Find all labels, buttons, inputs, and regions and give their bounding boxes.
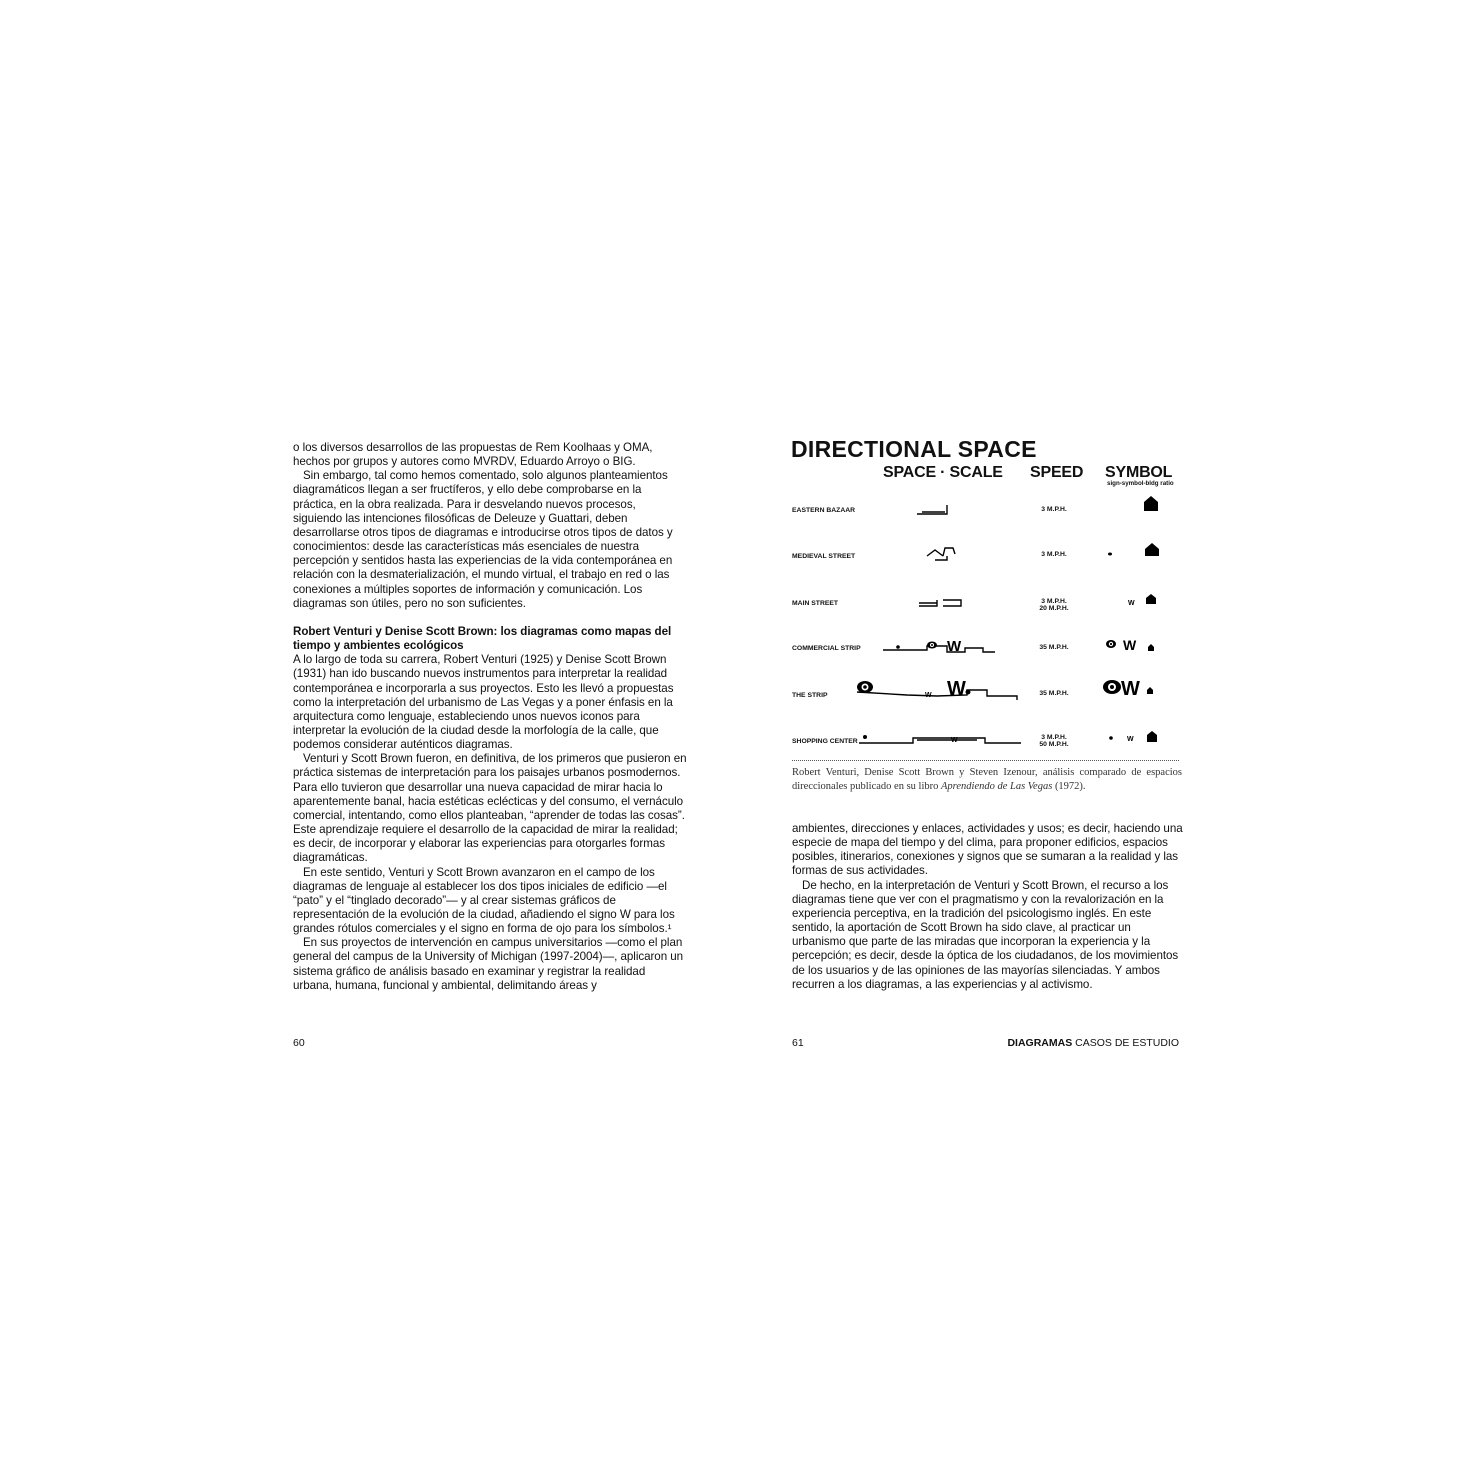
w-sign: W [1121, 678, 1140, 700]
running-head [1007, 1037, 1179, 1049]
building-icon [1145, 543, 1159, 556]
row-speed: 3 M.P.H. [1041, 551, 1067, 558]
eastern-bazaar-section [917, 505, 947, 514]
caption-divider [792, 760, 1179, 761]
caption-text-end: (1972). [1052, 780, 1086, 792]
right-page-body [792, 822, 1184, 992]
paragraph: Venturi y Scott Brown fueron, en definitiva, de los primeros que pusieron en práctica sistemas de interpretación para los paisajes urbanos posmodernos. Para ello tuvieron que desarrollar una nueva capacidad de mirar hacia lo aparentemente banal, hacia estéticas eclécticas y del consumo, el vernáculo comercial, intentando, como ellos planteaban, “aprender de todas las cosas”. Este aprendizaje requiere el desarrollo de la capacidad de mirar la realidad; es decir, de incorporar y elaborar las experiencias para otorgarles formas diagramáticas. [293, 752, 687, 865]
w-sign: W [947, 638, 962, 655]
caption-book-title: Aprendiendo de Las Vegas [941, 780, 1053, 792]
row-label: MAIN STREET [792, 600, 839, 607]
running-head-subsection: CASOS DE ESTUDIO [1072, 1037, 1179, 1049]
row-speed: 35 M.P.H. [1039, 690, 1069, 697]
row-speed: 35 M.P.H. [1039, 644, 1069, 651]
row-label: COMMERCIAL STRIP [792, 645, 861, 652]
commercial-strip-section [883, 646, 995, 652]
row-label: THE STRIP [792, 692, 828, 699]
building-icon [1147, 731, 1157, 742]
caption-text: Robert Venturi, Denise Scott Brown y Steven Izenour, análisis comparado de espacios direccionales publicado en su libro [792, 767, 1182, 792]
w-sign-small: W [1128, 600, 1135, 607]
building-icon [1148, 644, 1154, 651]
row-label: SHOPPING CENTER [792, 738, 858, 745]
page-number-left: 60 [293, 1037, 305, 1049]
row-label: MEDIEVAL STREET [792, 553, 856, 560]
column-header-space-scale: SPACE · SCALE [883, 464, 1003, 481]
building-icon [1147, 687, 1153, 694]
shopping-center-section [859, 738, 1021, 743]
paragraph: A lo largo de toda su carrera, Robert Venturi (1925) y Denise Scott Brown (1931) han ido buscando nuevos instrumentos para interpretar la realidad contemporánea e incorporarla a sus proyectos. Esto les llevó a propuestas como la interpretación del urbanismo de Las Vegas y a poner énfasis en la arquitectura como lenguaje, estableciendo unos nuevos iconos para interpretar la evolución de la ciudad desde la morfología de la calle, que podemos considerar auténticos diagramas. [293, 653, 674, 752]
the-strip-section [857, 690, 1017, 700]
w-sign-small: W [1127, 736, 1134, 743]
section-heading: Robert Venturi y Denise Scott Brown: los diagramas como mapas del tiempo y ambientes ecológicos [293, 624, 672, 653]
paragraph: o los diversos desarrollos de las propuestas de Rem Koolhaas y OMA, hechos por grupos y autores como MVRDV, Eduardo Arroyo o BIG. [293, 441, 653, 469]
column-header-speed: SPEED [1030, 464, 1084, 481]
w-sign: W [947, 678, 966, 700]
paragraph: En este sentido, Venturi y Scott Brown avanzaron en el campo de los diagramas de lenguaje al establecer los dos tipos iniciales de edificio —el “pato” y el “tinglado decorado”— y al crear sistemas gráficos de representación de la evolución de la ciudad, añadiendo el signo W para los grandes rótulos comerciales y el signo en forma de ojo para los símbolos.¹ [293, 865, 675, 936]
directional-space-figure [787, 432, 1183, 760]
w-sign-small: W [951, 737, 958, 744]
row-speed: 3 M.P.H. [1041, 506, 1067, 513]
building-icon [1146, 594, 1156, 604]
eye-icon [1108, 553, 1112, 556]
running-head-section: DIAGRAMAS [1007, 1037, 1073, 1049]
column-header-symbol: SYMBOL [1105, 464, 1173, 481]
w-sign-small: W [925, 692, 932, 699]
small-eye-icon [896, 645, 900, 649]
paragraph: En sus proyectos de intervención en campus universitarios —como el plan general del campus de la University of Michigan (1997-2004)—, aplicaron un sistema gráfico de análisis basado en examinar y registrar la realidad urbana, humana, funcional y ambiental, delimitando áreas y [293, 936, 684, 992]
column-subheader-symbol: sign-symbol-bldg ratio [1107, 480, 1174, 487]
paragraph: Sin embargo, tal como hemos comentado, solo algunos planteamientos diagramáticos llegan a ser fructíferos, y ello debe comprobarse en la práctica, en la obra realizada. Para ir desvelando nuevos procesos, siguiendo las intenciones filosóficas de Deleuze y Guattari, deben desarrollarse otros tipos de diagramas e introducirse otros tipos de datos y conocimientos: desde las características más esenciales de nuestra percepción y sentidos hasta las experiencias de la vida contemporánea en relación con la desmaterialización, el mundo virtual, el trabajo en red o las conexiones a múltiples soportes de información y comunicación. Los diagramas son útiles, pero no son suficientes. [293, 469, 673, 610]
main-street-section [919, 600, 961, 606]
row-label: EASTERN BAZAAR [792, 507, 856, 514]
street-diagrams [787, 432, 1183, 760]
page-number-right: 61 [792, 1037, 804, 1049]
figure-title: DIRECTIONAL SPACE [791, 436, 1037, 462]
row-speed: 3 M.P.H. 20 M.P.H. [1039, 598, 1069, 612]
paragraph: ambientes, direcciones y enlaces, actividades y usos; es decir, haciendo una especie de mapa del tiempo y del clima, para proponer edificios, espacios posibles, itinerarios, conexiones y signos que se sumaran a la realidad y las formas de sus actividades. [792, 822, 1183, 878]
w-sign: W [1123, 637, 1137, 653]
small-eye-icon [863, 735, 867, 739]
row-speed: 3 M.P.H. 50 M.P.H. [1039, 734, 1069, 748]
medieval-street-section [927, 548, 955, 560]
paragraph: De hecho, en la interpretación de Venturi y Scott Brown, el recurso a los diagramas tiene que ver con el pragmatismo y con la revalorización en la experiencia perceptiva, en la tradición del psicologismo inglés. En este sentido, la aportación de Scott Brown ha sido clave, al practicar un urbanismo que parte de las miradas que incorporan la experiencia y la percepción; es decir, desde la óptica de los ciudadanos, de los movimientos de los usuarios y de las opiniones de las mayorías silenciadas. Y ambos recurren a los diagramas, a las experiencias y al activismo. [792, 878, 1179, 991]
building-icon [1144, 496, 1158, 511]
figure-caption [792, 766, 1182, 793]
left-page-body [293, 441, 687, 993]
small-eye-icon [1109, 736, 1113, 740]
